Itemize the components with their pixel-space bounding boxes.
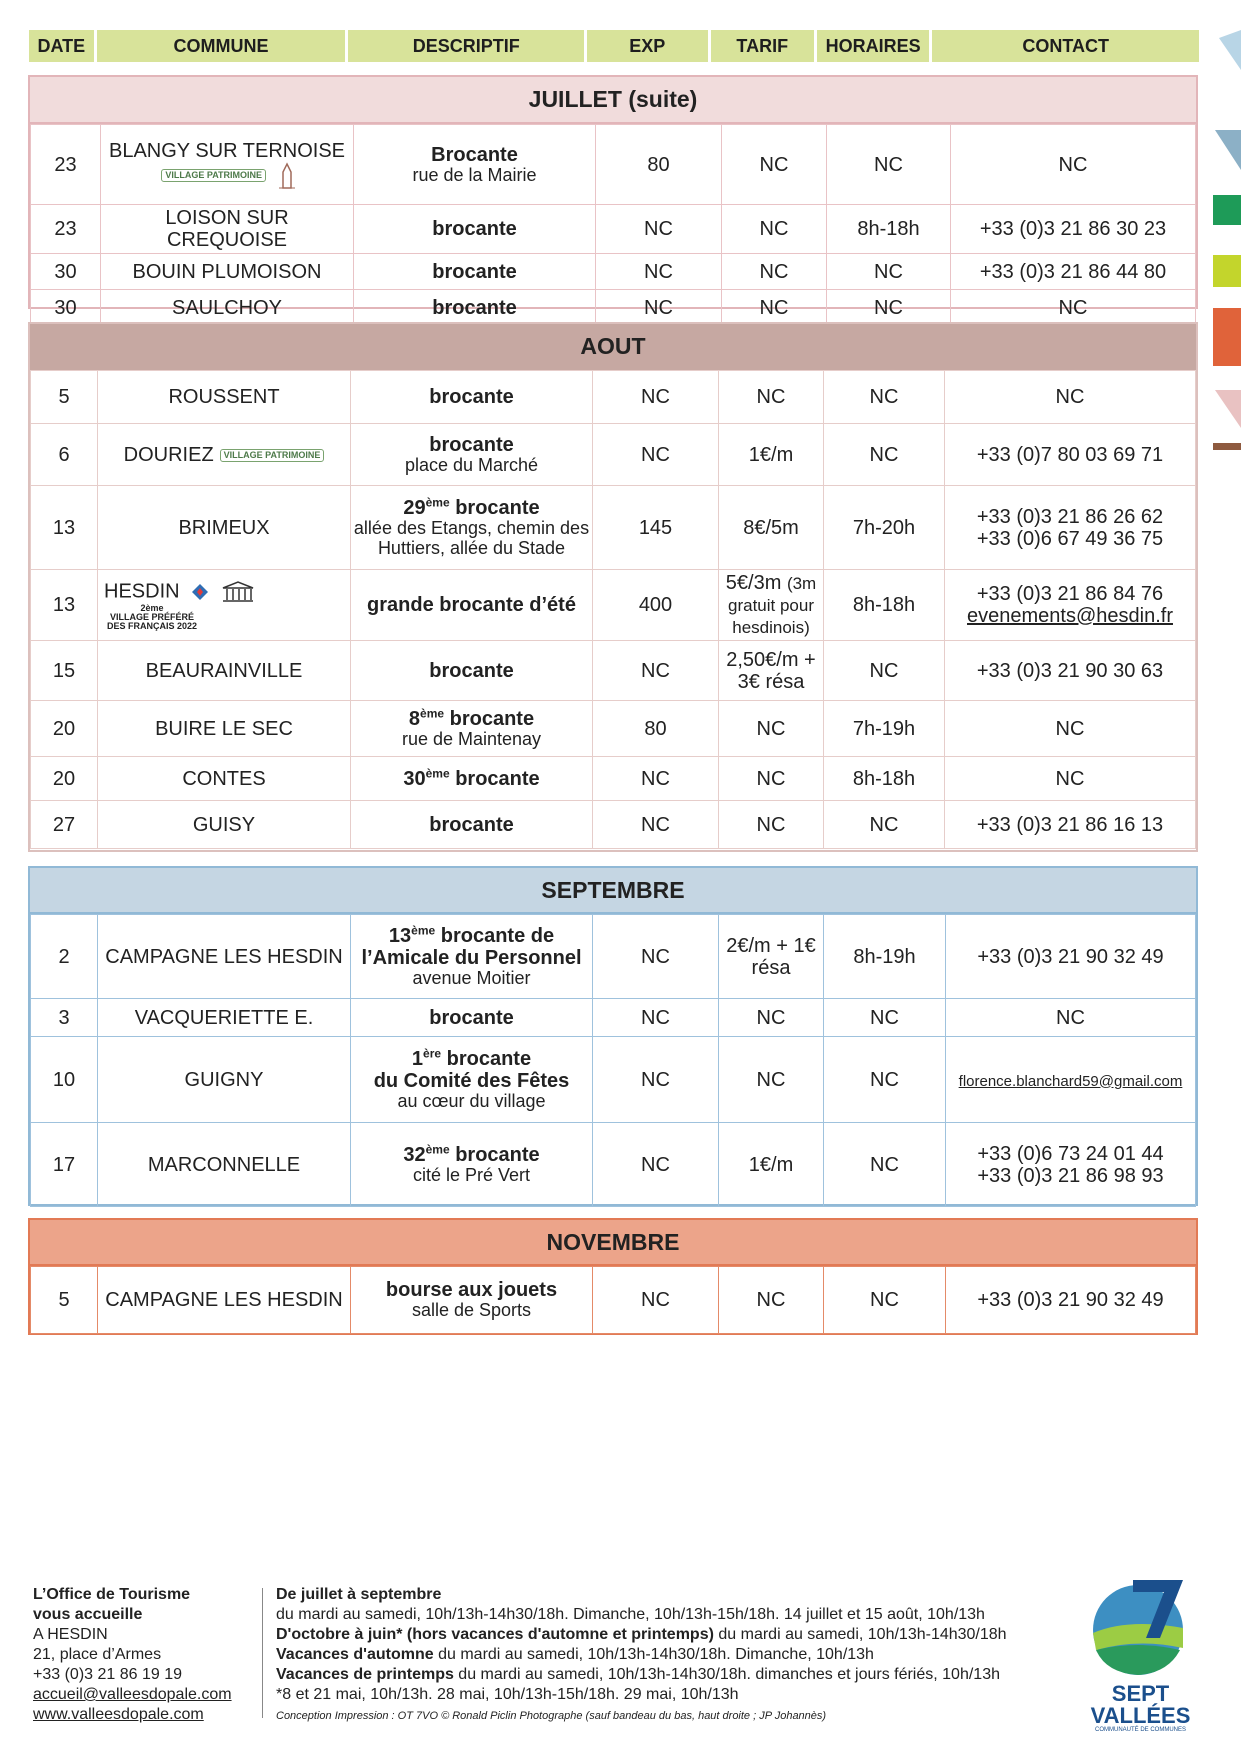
- village-patrimoine-badge: VILLAGE PATRIMOINE: [220, 449, 325, 462]
- section-juillet: [28, 75, 1198, 319]
- france-region-logo-icon: [188, 580, 212, 604]
- exp-cell: 400: [593, 570, 719, 641]
- table-row: [31, 1267, 1196, 1334]
- event-type: Brocante: [431, 143, 518, 166]
- event-location: cité le Pré Vert: [412, 1164, 531, 1185]
- date-cell: 30: [31, 254, 101, 290]
- office-phone: +33 (0)3 21 86 19 19: [33, 1666, 183, 1683]
- event-edition: 29: [403, 497, 426, 520]
- table-row: [31, 915, 1196, 999]
- event-type: bourse aux jouets: [385, 1279, 558, 1302]
- tarif-cell: NC: [719, 757, 824, 801]
- event-edition: 8: [408, 707, 421, 730]
- tarif-cell: 2€/m + 1€ résa: [719, 915, 824, 999]
- contact-cell: [945, 570, 1196, 641]
- table-row: [31, 801, 1196, 849]
- descriptif-cell: [351, 757, 593, 801]
- tarif-note: (3m gratuit pour hesdinois): [728, 574, 817, 637]
- contact-cell: [945, 486, 1196, 570]
- descriptif-cell: [354, 125, 596, 205]
- commune-cell: [98, 570, 351, 641]
- commune-cell: [98, 424, 351, 486]
- table-row: [31, 641, 1196, 701]
- event-edition-suffix: ème: [425, 766, 450, 781]
- commune-cell: CONTES: [98, 757, 351, 801]
- descriptif-cell: [351, 801, 593, 849]
- event-type: grande brocante d’été: [367, 594, 576, 616]
- date-cell: 3: [31, 999, 98, 1037]
- event-edition: 1: [411, 1047, 424, 1070]
- unesco-logo-icon: [221, 580, 255, 604]
- events-table: [30, 914, 1196, 1207]
- event-organizer: l’Amicale du Personnel: [361, 946, 582, 969]
- event-type: brocante: [429, 386, 514, 408]
- commune-cell: BOUIN PLUMOISON: [101, 254, 354, 290]
- commune-cell: MARCONNELLE: [98, 1123, 351, 1207]
- descriptif-cell: [351, 424, 593, 486]
- contact-cell: [946, 1037, 1196, 1123]
- footer-divider: [262, 1588, 263, 1718]
- contact-cell: NC: [945, 371, 1196, 424]
- date-cell: 30: [31, 290, 101, 326]
- tarif-value: 5€/3m: [725, 572, 782, 594]
- church-logo-icon: [275, 162, 299, 190]
- badge-rank: 2ème: [140, 602, 164, 613]
- tarif-cell: NC: [719, 371, 824, 424]
- event-type: brocante: [449, 707, 535, 730]
- date-cell: 17: [31, 1123, 98, 1207]
- descriptif-cell: [351, 1267, 593, 1334]
- descriptif-cell: [351, 371, 593, 424]
- header-descriptif: DESCRIPTIF: [348, 30, 584, 62]
- event-edition-suffix: ème: [420, 706, 445, 721]
- horaires-cell: NC: [824, 801, 945, 849]
- section-novembre: [28, 1218, 1198, 1335]
- tarif-cell: [719, 570, 824, 641]
- hours-winter: du mardi au samedi, 10h/13h-14h30/18h: [713, 1626, 1007, 1643]
- date-cell: 15: [31, 641, 98, 701]
- date-cell: 13: [31, 486, 98, 570]
- events-table: [30, 124, 1196, 326]
- event-location: place du Marché: [404, 454, 539, 475]
- logo-text: [1088, 1683, 1193, 1734]
- section-title: AOUT: [30, 324, 1196, 370]
- contact-phone: +33 (0)6 73 24 01 44: [977, 1142, 1164, 1165]
- commune-cell: BEAURAINVILLE: [98, 641, 351, 701]
- badge-year: 2022: [177, 620, 198, 631]
- commune-cell: BUIRE LE SEC: [98, 701, 351, 757]
- contact-cell: +33 (0)3 21 86 44 80: [951, 254, 1196, 290]
- village-prefere-badge: [107, 604, 197, 631]
- table-row: [31, 757, 1196, 801]
- logo-line-communaute: COMMUNAUTÉ DE COMMUNES: [1095, 1727, 1186, 1733]
- contact-phone-2: +33 (0)6 67 49 36 75: [976, 527, 1164, 550]
- event-type: brocante: [432, 218, 517, 240]
- date-cell: 5: [31, 371, 98, 424]
- date-cell: 20: [31, 701, 98, 757]
- hours-may-exceptions: *8 et 21 mai, 10h/13h. 28 mai, 10h/13h-15h/18h. 29 mai, 10h/13h: [276, 1686, 739, 1703]
- horaires-cell: 8h-18h: [827, 205, 951, 254]
- office-info: [33, 1585, 232, 1725]
- tarif-cell: NC: [722, 205, 827, 254]
- table-row: [31, 371, 1196, 424]
- contact-cell: NC: [945, 757, 1196, 801]
- event-type: brocante: [429, 433, 514, 456]
- descriptif-cell: [351, 570, 593, 641]
- contact-cell: NC: [946, 999, 1196, 1037]
- descriptif-cell: [351, 1123, 593, 1207]
- horaires-cell: 8h-18h: [824, 570, 945, 641]
- event-type: brocante: [432, 296, 517, 319]
- exp-cell: NC: [596, 205, 722, 254]
- section-title: NOVEMBRE: [30, 1220, 1196, 1266]
- table-row: [31, 486, 1196, 570]
- events-table: [30, 370, 1196, 849]
- office-title: L’Office de Tourisme: [33, 1586, 191, 1603]
- contact-cell: NC: [951, 125, 1196, 205]
- exp-cell: NC: [593, 915, 719, 999]
- table-row: [31, 999, 1196, 1037]
- hours-autumn-label: Vacances d'automne: [276, 1646, 434, 1663]
- descriptif-cell: [354, 254, 596, 290]
- event-type: brocante: [455, 767, 540, 790]
- event-type: brocante de: [440, 924, 555, 947]
- horaires-cell: NC: [824, 1267, 946, 1334]
- event-location: au cœur du village: [397, 1090, 546, 1111]
- exp-cell: NC: [596, 254, 722, 290]
- header-contact: CONTACT: [932, 30, 1199, 62]
- event-location: rue de Maintenay: [401, 728, 542, 749]
- horaires-cell: NC: [824, 424, 945, 486]
- office-email-link[interactable]: accueil@valleesdopale.com: [33, 1686, 232, 1703]
- horaires-cell: NC: [824, 1123, 946, 1207]
- horaires-cell: 7h-19h: [824, 701, 945, 757]
- horaires-cell: NC: [824, 999, 946, 1037]
- exp-cell: NC: [593, 641, 719, 701]
- contact-cell: +33 (0)3 21 90 32 49: [946, 1267, 1196, 1334]
- event-type: brocante: [446, 1047, 532, 1070]
- exp-cell: NC: [593, 1267, 719, 1334]
- commune-cell: GUIGNY: [98, 1037, 351, 1123]
- contact-cell: [946, 1123, 1196, 1207]
- horaires-cell: NC: [824, 1037, 946, 1123]
- hours-autumn: du mardi au samedi, 10h/13h-14h30/18h. Dimanche, 10h/13h: [433, 1646, 874, 1663]
- tarif-cell: NC: [719, 801, 824, 849]
- exp-cell: NC: [593, 1123, 719, 1207]
- commune-name: DOURIEZ: [123, 443, 214, 466]
- table-row: [31, 424, 1196, 486]
- event-type: brocante: [429, 813, 514, 836]
- event-type: brocante: [429, 659, 514, 682]
- commune-name: HESDIN: [104, 579, 180, 602]
- event-edition: 13: [388, 924, 412, 947]
- descriptif-cell: [351, 999, 593, 1037]
- office-subtitle: vous accueille: [33, 1606, 143, 1623]
- table-row: [31, 125, 1196, 205]
- contact-cell: +33 (0)3 21 90 30 63: [945, 641, 1196, 701]
- sept-vallees-logo: [1088, 1578, 1193, 1733]
- tarif-cell: NC: [719, 1037, 824, 1123]
- horaires-cell: NC: [824, 641, 945, 701]
- table-row: [31, 254, 1196, 290]
- date-cell: 5: [31, 1267, 98, 1334]
- contact-cell: +33 (0)3 21 86 30 23: [951, 205, 1196, 254]
- event-edition: 30: [403, 767, 426, 790]
- descriptif-cell: [351, 915, 593, 999]
- office-address: 21, place d’Armes: [33, 1646, 162, 1663]
- exp-cell: 80: [593, 701, 719, 757]
- event-type: brocante: [429, 1006, 514, 1029]
- commune-cell: CAMPAGNE LES HESDIN: [98, 915, 351, 999]
- tarif-cell: 8€/5m: [719, 486, 824, 570]
- date-cell: 13: [31, 570, 98, 641]
- event-organizer: du Comité des Fêtes: [373, 1069, 570, 1092]
- event-edition-suffix: ème: [411, 923, 436, 938]
- descriptif-cell: [354, 290, 596, 326]
- descriptif-cell: [354, 205, 596, 254]
- header-commune: COMMUNE: [97, 30, 346, 62]
- exp-cell: NC: [593, 424, 719, 486]
- tarif-cell: NC: [719, 999, 824, 1037]
- table-row: [31, 1123, 1196, 1207]
- horaires-cell: 8h-19h: [824, 915, 946, 999]
- horaires-cell: NC: [827, 290, 951, 326]
- side-decoration: [1213, 30, 1241, 450]
- hours-winter-label: D'octobre à juin* (hors vacances d'automne et printemps): [276, 1626, 714, 1643]
- horaires-cell: NC: [827, 254, 951, 290]
- section-aout: [28, 322, 1198, 852]
- date-cell: 27: [31, 801, 98, 849]
- tarif-cell: NC: [722, 254, 827, 290]
- commune-cell: BRIMEUX: [98, 486, 351, 570]
- opening-hours: [276, 1585, 1056, 1726]
- exp-cell: 80: [596, 125, 722, 205]
- contact-phone: +33 (0)3 21 86 84 76: [976, 583, 1164, 605]
- tarif-cell: NC: [719, 701, 824, 757]
- commune-cell: VACQUERIETTE E.: [98, 999, 351, 1037]
- exp-cell: NC: [593, 757, 719, 801]
- contact-cell: +33 (0)3 21 90 32 49: [946, 915, 1196, 999]
- commune-cell: CAMPAGNE LES HESDIN: [98, 1267, 351, 1334]
- commune-cell: SAULCHOY: [101, 290, 354, 326]
- exp-cell: NC: [593, 1037, 719, 1123]
- section-title: SEPTEMBRE: [30, 868, 1196, 914]
- commune-cell: ROUSSENT: [98, 371, 351, 424]
- tarif-cell: NC: [722, 290, 827, 326]
- commune-name: BLANGY SUR TERNOISE: [109, 139, 345, 162]
- table-row: [31, 701, 1196, 757]
- descriptif-cell: [351, 641, 593, 701]
- horaires-cell: NC: [824, 371, 945, 424]
- exp-cell: NC: [593, 999, 719, 1037]
- commune-cell: [101, 125, 354, 205]
- contact-phone-2: +33 (0)3 21 86 98 93: [977, 1164, 1164, 1187]
- hours-summer: du mardi au samedi, 10h/13h-14h30/18h. Dimanche, 10h/13h-15h/18h. 14 juillet et 15 août, 10h/13h: [276, 1606, 985, 1623]
- table-row: [31, 290, 1196, 326]
- date-cell: 6: [31, 424, 98, 486]
- event-location: allée des Etangs, chemin des Huttiers, allée du Stade: [353, 518, 590, 558]
- badge-subtitle: DES FRANÇAIS: [107, 620, 175, 631]
- contact-email-link[interactable]: evenements@hesdin.fr: [967, 605, 1173, 627]
- date-cell: 2: [31, 915, 98, 999]
- hours-title: De juillet à septembre: [276, 1586, 442, 1603]
- exp-cell: NC: [596, 290, 722, 326]
- event-location: salle de Sports: [411, 1300, 532, 1321]
- tarif-cell: 1€/m: [719, 1123, 824, 1207]
- hours-spring-label: Vacances de printemps: [276, 1666, 454, 1683]
- sept-vallees-emblem-icon: [1088, 1578, 1193, 1678]
- event-edition-suffix: ère: [423, 1046, 442, 1061]
- badge-title: VILLAGE PRÉFÉRÉ: [110, 611, 195, 622]
- table-row: [31, 570, 1196, 641]
- date-cell: 20: [31, 757, 98, 801]
- horaires-cell: 7h-20h: [824, 486, 945, 570]
- exp-cell: 145: [593, 486, 719, 570]
- office-city: A HESDIN: [33, 1626, 108, 1643]
- exp-cell: NC: [593, 801, 719, 849]
- contact-email-link[interactable]: florence.blanchard59@gmail.com: [958, 1072, 1183, 1090]
- event-type: brocante: [432, 260, 517, 283]
- commune-cell: GUISY: [98, 801, 351, 849]
- event-type: brocante: [455, 497, 540, 520]
- village-patrimoine-badge: VILLAGE PATRIMOINE: [161, 169, 266, 182]
- event-location: rue de la Mairie: [412, 164, 537, 185]
- header-date: DATE: [29, 30, 94, 62]
- descriptif-cell: [351, 701, 593, 757]
- events-table: [30, 1266, 1196, 1334]
- section-title: JUILLET (suite): [30, 77, 1196, 124]
- logo-line-vallees: VALLÉES: [1090, 1703, 1191, 1728]
- logo-line-sept: SEPT: [1111, 1681, 1170, 1706]
- table-header: [29, 30, 1199, 62]
- contact-cell: NC: [951, 290, 1196, 326]
- office-website-link[interactable]: www.valleesdopale.com: [33, 1706, 204, 1723]
- contact-cell: NC: [945, 701, 1196, 757]
- exp-cell: NC: [593, 371, 719, 424]
- contact-cell: +33 (0)3 21 86 16 13: [945, 801, 1196, 849]
- event-location: avenue Moitier: [412, 967, 531, 988]
- commune-cell: LOISON SUR CREQUOISE: [101, 205, 354, 254]
- header-horaires: HORAIRES: [817, 30, 929, 62]
- horaires-cell: 8h-18h: [824, 757, 945, 801]
- descriptif-cell: [351, 1037, 593, 1123]
- table-row: [31, 205, 1196, 254]
- credits: Conception Impression : OT 7VO © Ronald Piclin Photographe (sauf bandeau du bas, haut droite ; JP Johannès): [276, 1710, 827, 1722]
- contact-phone: +33 (0)3 21 86 26 62: [976, 505, 1164, 528]
- descriptif-cell: [351, 486, 593, 570]
- header-tarif: TARIF: [711, 30, 814, 62]
- horaires-cell: NC: [827, 125, 951, 205]
- event-edition-suffix: ème: [425, 1142, 450, 1157]
- table-row: [31, 1037, 1196, 1123]
- hours-spring: du mardi au samedi, 10h/13h-14h30/18h. dimanches et jours fériés, 10h/13h: [453, 1666, 1000, 1683]
- tarif-cell: 1€/m: [719, 424, 824, 486]
- date-cell: 23: [31, 125, 101, 205]
- date-cell: 23: [31, 205, 101, 254]
- contact-cell: +33 (0)7 80 03 69 71: [945, 424, 1196, 486]
- tarif-cell: NC: [722, 125, 827, 205]
- event-type: brocante: [455, 1143, 540, 1166]
- tarif-cell: 2,50€/m + 3€ résa: [719, 641, 824, 701]
- date-cell: 10: [31, 1037, 98, 1123]
- event-edition-suffix: ème: [425, 495, 450, 510]
- header-exp: EXP: [587, 30, 707, 62]
- section-septembre: [28, 866, 1198, 1206]
- tarif-cell: NC: [719, 1267, 824, 1334]
- event-edition: 32: [403, 1143, 426, 1166]
